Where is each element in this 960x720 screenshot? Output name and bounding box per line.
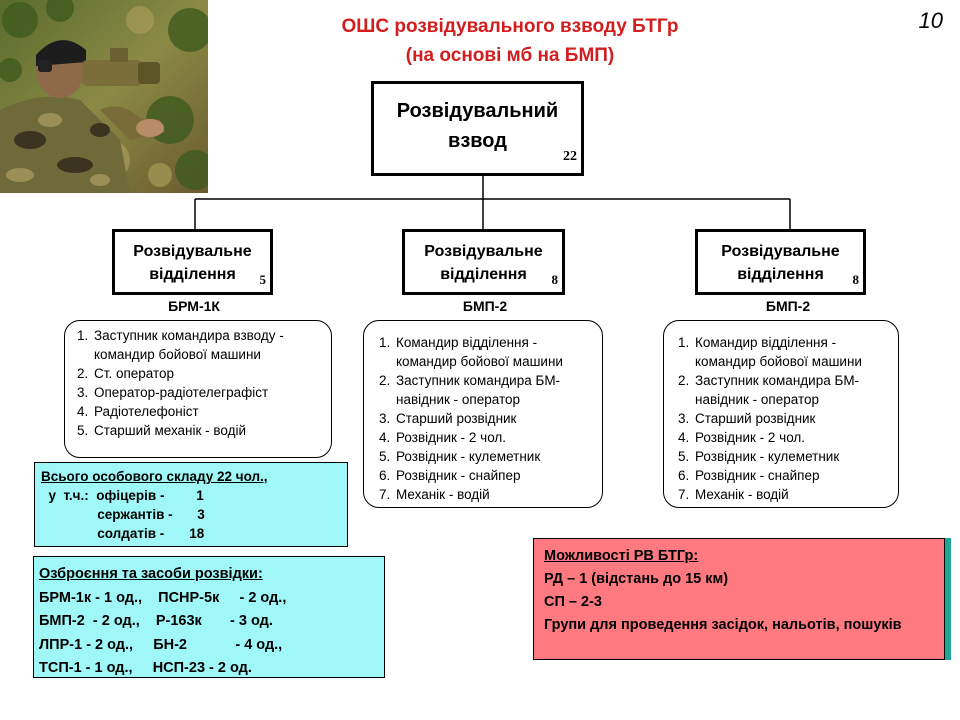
squad-vehicle-2: БМП-2 [462,298,508,314]
role-number: 2. [678,373,690,388]
squad-label: Розвідувальне відділення [424,243,543,283]
row-prefix: у т.ч.: [41,488,97,503]
role-text: Оператор-радіотелеграфіст [94,385,269,400]
capabilities-heading: Можливості РВ БТГр: [544,548,699,564]
role-text: Розвідник - снайпер [396,468,521,483]
role-text: Розвідник - 2 чол. [695,430,806,445]
role-item [678,409,894,428]
row-label: сержантів - [97,507,173,522]
role-text: Заступник командира БМ- навідник - оператор [396,373,561,407]
role-number: 7. [678,487,690,502]
role-number: 5. [379,449,391,464]
armament-heading: Озброєння та засоби розвідки: [39,566,263,582]
role-number: 3. [379,411,391,426]
role-text: Заступник командира БМ- навідник - оператор [695,373,860,407]
role-item [77,364,325,383]
row-prefix [41,505,97,524]
squad-label: Розвідувальне відділення [721,243,840,283]
platoon-count: 22 [563,149,577,164]
title-line-1: ОШС розвідувального взводу БТГр [341,16,679,37]
squad-box-3 [695,229,866,295]
row-label: офіцерів - [96,488,165,503]
role-item [678,447,894,466]
role-number: 2. [379,373,391,388]
armament-row: ТСП-1 - 1 од., НСП-23 - 2 од. [39,660,252,676]
role-item [678,333,894,371]
squad-roles-list-1 [64,320,332,458]
personnel-summary [34,462,348,547]
armament-row: ЛПР-1 - 2 од., БН-2 - 4 од., [39,636,283,653]
role-text: Радіотелефоніст [94,404,199,419]
title-line-2: (на основі мб на БМП) [405,45,615,66]
role-item [77,383,325,402]
role-text: Механік - водій [695,487,789,502]
role-number: 2. [77,366,89,381]
role-number: 3. [678,411,690,426]
role-number: 4. [77,404,89,419]
role-number: 5. [678,449,690,464]
armament-box [33,556,385,678]
role-item [379,428,598,447]
role-text: Розвідник - снайпер [695,468,820,483]
platoon-label: Розвідувальний взвод [396,100,559,152]
armament-row: БРМ-1к - 1 од., ПСНР-5к - 2 од., [39,589,287,606]
role-item [77,421,325,440]
slide-number: 10 [918,8,943,33]
platoon-box [371,81,584,176]
role-number: 1. [77,328,89,343]
row-value: 3 [197,507,205,522]
row-prefix [41,524,97,543]
role-number: 7. [379,487,391,502]
role-text: Старший розвідник [396,411,517,426]
role-text: Командир відділення - командир бойової машини [396,335,563,369]
role-item [678,371,894,409]
role-number: 3. [77,385,89,400]
role-text: Старший розвідник [695,411,816,426]
squad-roles-list-3 [663,320,899,508]
squad-vehicle-3: БМП-2 [765,298,811,314]
role-item [379,409,598,428]
role-text: Ст. оператор [94,366,175,381]
row-value: 1 [196,488,204,503]
role-item [77,326,325,364]
role-number: 1. [379,335,391,350]
role-number: 5. [77,423,89,438]
role-text: Розвідник - 2 чол. [396,430,507,445]
armament-row: БМП-2 - 2 од., Р-163к - 3 од. [39,613,273,629]
row-label: солдатів - [97,526,165,541]
row-value: 18 [189,526,205,541]
personnel-row [41,486,341,505]
squad-vehicle-1: БРМ-1К [168,298,220,314]
role-text: Старший механік - водій [94,423,247,438]
role-item [379,466,598,485]
capabilities-box [533,538,945,660]
personnel-row [41,505,341,524]
role-item [379,333,598,371]
role-item [379,485,598,504]
role-number: 1. [678,335,690,350]
role-text: Розвідник - кулеметник [396,449,541,464]
role-text: Розвідник - кулеметник [695,449,840,464]
role-item [379,371,598,409]
role-item [379,447,598,466]
capabilities-row: СП – 2-3 [544,594,602,610]
role-text: Механік - водій [396,487,490,502]
squad-count: 8 [551,272,558,287]
personnel-row [41,524,341,543]
personnel-heading: Всього особового складу 22 чол., [41,469,268,484]
role-number: 6. [678,468,690,483]
role-item [678,428,894,447]
squad-count: 8 [852,272,859,287]
capabilities-row: РД – 1 (відстань до 15 км) [544,571,729,587]
role-text: Командир відділення - командир бойової машини [695,335,862,369]
role-number: 4. [678,430,690,445]
role-item [77,402,325,421]
role-item [678,485,894,504]
role-text: Заступник командира взводу - командир бойової машини [94,328,284,362]
role-number: 6. [379,468,391,483]
role-number: 4. [379,430,391,445]
squad-box-1 [112,229,273,295]
squad-count: 5 [259,272,266,287]
capabilities-row: Групи для проведення засідок, нальотів, пошуків [544,617,902,633]
squad-roles-list-2 [363,320,603,508]
role-item [678,466,894,485]
squad-box-2 [402,229,565,295]
squad-label: Розвідувальне відділення [133,243,252,283]
